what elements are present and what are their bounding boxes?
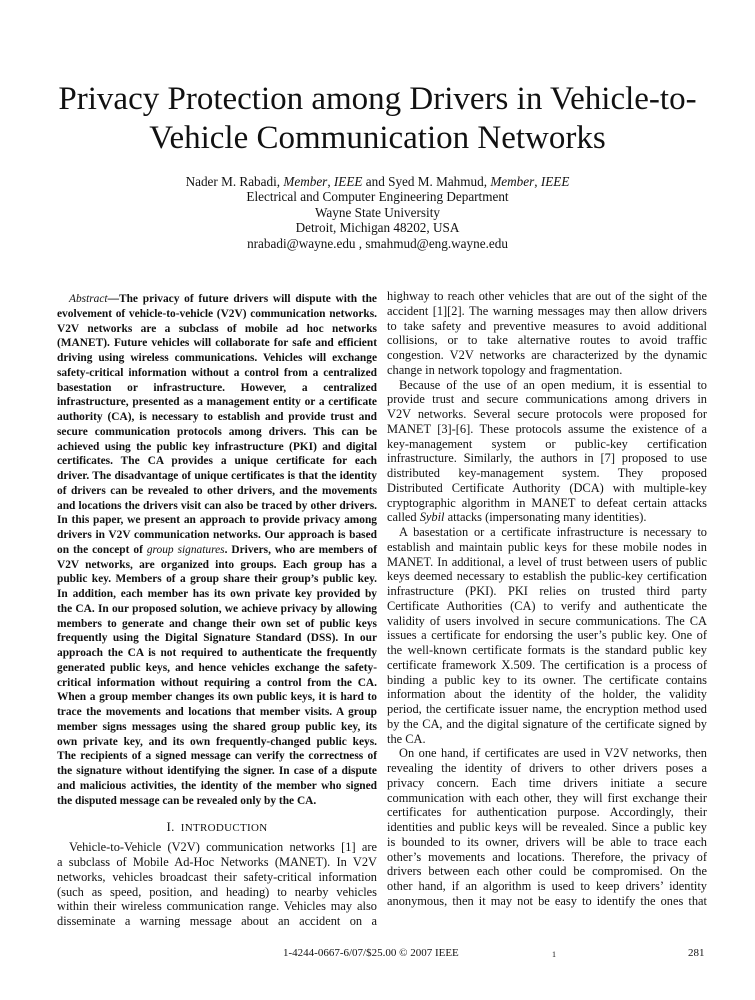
body-line: communication with each other, they will first exchange their (387, 790, 707, 805)
body-line: infrastructure (PKI). PKI relies on trusted third party (387, 584, 707, 598)
title-line-1: Privacy Protection among Drivers in Vehicle-to- (58, 81, 697, 117)
body-line: establish and maintain public keys for these mobile nodes in (387, 539, 707, 554)
abstract-line: approach the CA is not required to authenticate the frequently (57, 647, 377, 659)
abstract-line: authority (CA), is necessary to establish and provide trust and (57, 411, 377, 423)
abstract-line: member signs messages using the shared group public key, its (57, 720, 377, 733)
abstract-line: public key. Members of a group share their group’s public key. (57, 573, 377, 586)
abstract-text: on the concept of (57, 543, 147, 556)
body-line: revealing the identity of drivers to other drivers poses a (387, 761, 707, 775)
body-line: change in network topology and fragmentation. (387, 362, 623, 377)
abstract-line: generated public keys, and hence vehicles exchange the safety- (57, 661, 377, 674)
abstract-line: members to generate and change their own set of public keys (57, 617, 377, 630)
author-address: Detroit, Michigan 48202, USA (295, 220, 460, 236)
abstract-line: V2V networks, are organized into groups. Each group has a (57, 558, 377, 571)
body-line: certificates for authentication purpose. Accordingly, their (387, 805, 707, 820)
section-title: INTRODUCTION (180, 822, 268, 835)
abstract-line: evolvement of vehicle-to-vehicle (V2V) communication networks. (57, 307, 377, 320)
abstract-text: The privacy of future drivers will dispute with the (119, 293, 377, 305)
author-names (100, 174, 655, 189)
body-line: a subclass of Mobile Ad-Hoc Networks (MANET). In V2V (57, 855, 377, 869)
body-line: validity of users involved in secure communications. The CA (387, 613, 707, 628)
paper-title (40, 80, 715, 158)
author-university: Wayne State University (315, 204, 440, 220)
body-line: Certificate Authorities (CA) to verify and authenticate the (387, 598, 707, 613)
author1-name: Nader M. Rabadi, (185, 174, 281, 189)
abstract-line: secure communication protocols among drivers. This can be (57, 425, 377, 438)
body-line: by the CA, and the digital signature of the certificate signed by (387, 716, 707, 731)
body-line: to take safety and preventive measures to avoid additional (387, 318, 707, 333)
abstract-line: critical information without requiring a control from the CA. (57, 676, 377, 689)
author-emails: nrabadi@wayne.edu , smahmud@eng.wayne.edu (247, 235, 508, 251)
body-line: infrastructure. Similarly, the authors in [7] proposed to use (387, 451, 707, 466)
body-line: the well-known certificate formats is the standard public key (387, 643, 707, 657)
separator: , (534, 174, 541, 189)
body-line: V2V networks. Several secure protocols were proposed for (387, 407, 707, 421)
body-line: information about the identity of the holder, the validity (387, 687, 707, 702)
author1-role: Member (283, 174, 328, 189)
abstract-dash: — (107, 293, 119, 305)
abstract-line: When a group member changes its own public keys, it is hard to (57, 691, 377, 704)
body-line: period, the certificate issuer name, the encryption method used (387, 702, 707, 716)
abstract-text: . Drivers, who are members of (224, 543, 377, 556)
body-line: disseminate a warning message about an accident on a (57, 914, 377, 928)
body-line: accident [1][2]. The warning messages may then allow drivers (387, 303, 707, 318)
abstract-line: driving using wireless communications. Vehicles will exchange (57, 352, 377, 364)
author-block (100, 174, 655, 251)
body-line: drivers between each other could be compromised. On the (387, 864, 707, 879)
body-line: highway to reach other vehicles that are out of the sight of the (387, 289, 707, 303)
abstract-line: (MANET). Future vehicles will collaborate for safe and efficient (57, 337, 377, 350)
right-column (387, 289, 707, 909)
abstract-label: Abstract (69, 293, 108, 305)
abstract-line: V2V networks are a subclass of mobile ad hoc networks (57, 322, 377, 335)
abstract-line: the disputed message can be revealed only by the CA. (57, 794, 317, 807)
body-line: Vehicle-to-Vehicle (V2V) communication networks [1] are (69, 840, 377, 855)
body-line: networks, vehicles broadcast their safety-critical information (57, 869, 377, 884)
body-line: privacy concern. Each time drivers initiate a secure (387, 775, 707, 790)
body-line: congestion. V2V networks are characterized by the dynamic (387, 348, 707, 362)
body-line: identities and public keys will be revealed. Since a public key (387, 820, 707, 834)
section-heading-introduction (57, 820, 377, 834)
body-line: key-management system or public-key certification (387, 436, 707, 451)
body-text: called (387, 510, 420, 525)
abstract-line: the signature without identifying the signer. In case of a dispute (57, 765, 377, 777)
abstract-line: basestation or infrastructure. However, a centralized (57, 381, 377, 394)
abstract-line (57, 292, 377, 307)
author2-org: IEEE (540, 174, 570, 189)
left-column (57, 292, 377, 929)
body-line: provide trust and secure communications among drivers in (387, 392, 707, 407)
abstract-line: and locations the drivers visit can also be traced by other drivers. (57, 499, 377, 512)
footer-mark: 1 (552, 950, 556, 959)
abstract-line: achieved using the public key infrastructure (PKI) and digital (57, 440, 377, 453)
body-line: On one hand, if certificates are used in V2V networks, then (399, 746, 707, 761)
abstract-line: safety-critical information without a control from a centralized (57, 366, 377, 379)
abstract-line: own private key, and its own frequently-changed public keys. (57, 735, 377, 748)
copyright-notice: 1-4244-0667-6/07/$25.00 © 2007 IEEE (283, 947, 459, 959)
sybil-term: Sybil (419, 510, 445, 525)
abstract-line: of drivers can be revealed to other drivers, and the movements (57, 484, 377, 497)
body-line: Because of the use of an open medium, it is essential to (399, 377, 707, 392)
section-number: I. (166, 819, 175, 835)
abstract-line: In addition, each member has its own private key provided by (57, 588, 377, 600)
body-text: attacks (impersonating many identities). (444, 510, 647, 525)
body-line: (such as speed, position, and heading) to nearby vehicles (57, 884, 377, 899)
body-line: is bounded to its owner, drivers will be able to trace each (387, 834, 707, 849)
body-line: cryptographic algorithm in MANET to defeat certain attacks (387, 495, 707, 510)
author-department: Electrical and Computer Engineering Department (246, 189, 509, 205)
abstract-line: drivers in V2V communication networks. Our approach is based (57, 529, 377, 541)
abstract-line: In this paper, we present an approach to provide privacy among (57, 514, 377, 527)
abstract-line: The recipients of a signed message can verify the correctness of (57, 750, 377, 763)
abstract-line: certificates. The CA provides a unique certificate for each (57, 455, 377, 468)
author1-org: IEEE (333, 174, 363, 189)
body-line: other’s movements and locations. Therefore, the privacy of (387, 849, 707, 864)
abstract-line (57, 543, 377, 558)
author2-name: and Syed M. Mahmud, (365, 174, 488, 189)
body-line: Distributed Certificate Authority (DCA) with multiple-key (387, 480, 707, 495)
body-line: issues a certificate for endorsing the user’s public key. One of (387, 628, 707, 643)
abstract-line: and malicious activities, the identity of the member who signed (57, 779, 377, 792)
body-line: the CA. (387, 731, 426, 746)
separator: , (327, 174, 334, 189)
body-line: MANET. In additional, a level of trust between users of public (387, 554, 707, 569)
abstract-line: frequently using the Digital Signature Standard (DSS). In our (57, 632, 377, 645)
body-line: binding a public key to its owner. The certificate contains (387, 672, 707, 687)
body-line: anonymous, then it may not be easy to identify the ones that (387, 893, 707, 908)
body-line: distributed key-management system. They proposed (387, 466, 707, 480)
body-line: A basestation or a certificate infrastructure is necessary to (399, 525, 707, 539)
abstract-line: trace the movements and locations that member visits. A group (57, 706, 377, 718)
abstract (57, 292, 377, 808)
page-number: 281 (688, 947, 705, 959)
body-line (387, 510, 707, 525)
group-signatures-term: group signatures (146, 543, 225, 556)
body-line: MANET [3]-[6]. These protocols assume the existence of a (387, 421, 707, 436)
body-line: other hand, if an algorithm is used to keep drivers’ identity (387, 879, 707, 893)
abstract-line: driver. The disadvantage of unique certificates is that the identity (57, 470, 377, 482)
author2-role: Member (490, 174, 535, 189)
abstract-line: infrastructure, presented as a management entity or a certificate (57, 396, 377, 409)
body-line: collisions, or to take alternative routes to avoid traffic (387, 333, 707, 348)
title-line-2: Vehicle Communication Networks (149, 120, 606, 156)
abstract-line: the CA. In our proposed solution, we achieve privacy by allowing (57, 602, 377, 615)
introduction-left-text (57, 840, 377, 929)
body-line: certificate framework X.509. The certification is a process of (387, 657, 707, 672)
body-line: keys deemed necessary to establish the public-key certification (387, 569, 707, 584)
body-line: within their wireless communication range. Vehicles may also (57, 899, 377, 914)
